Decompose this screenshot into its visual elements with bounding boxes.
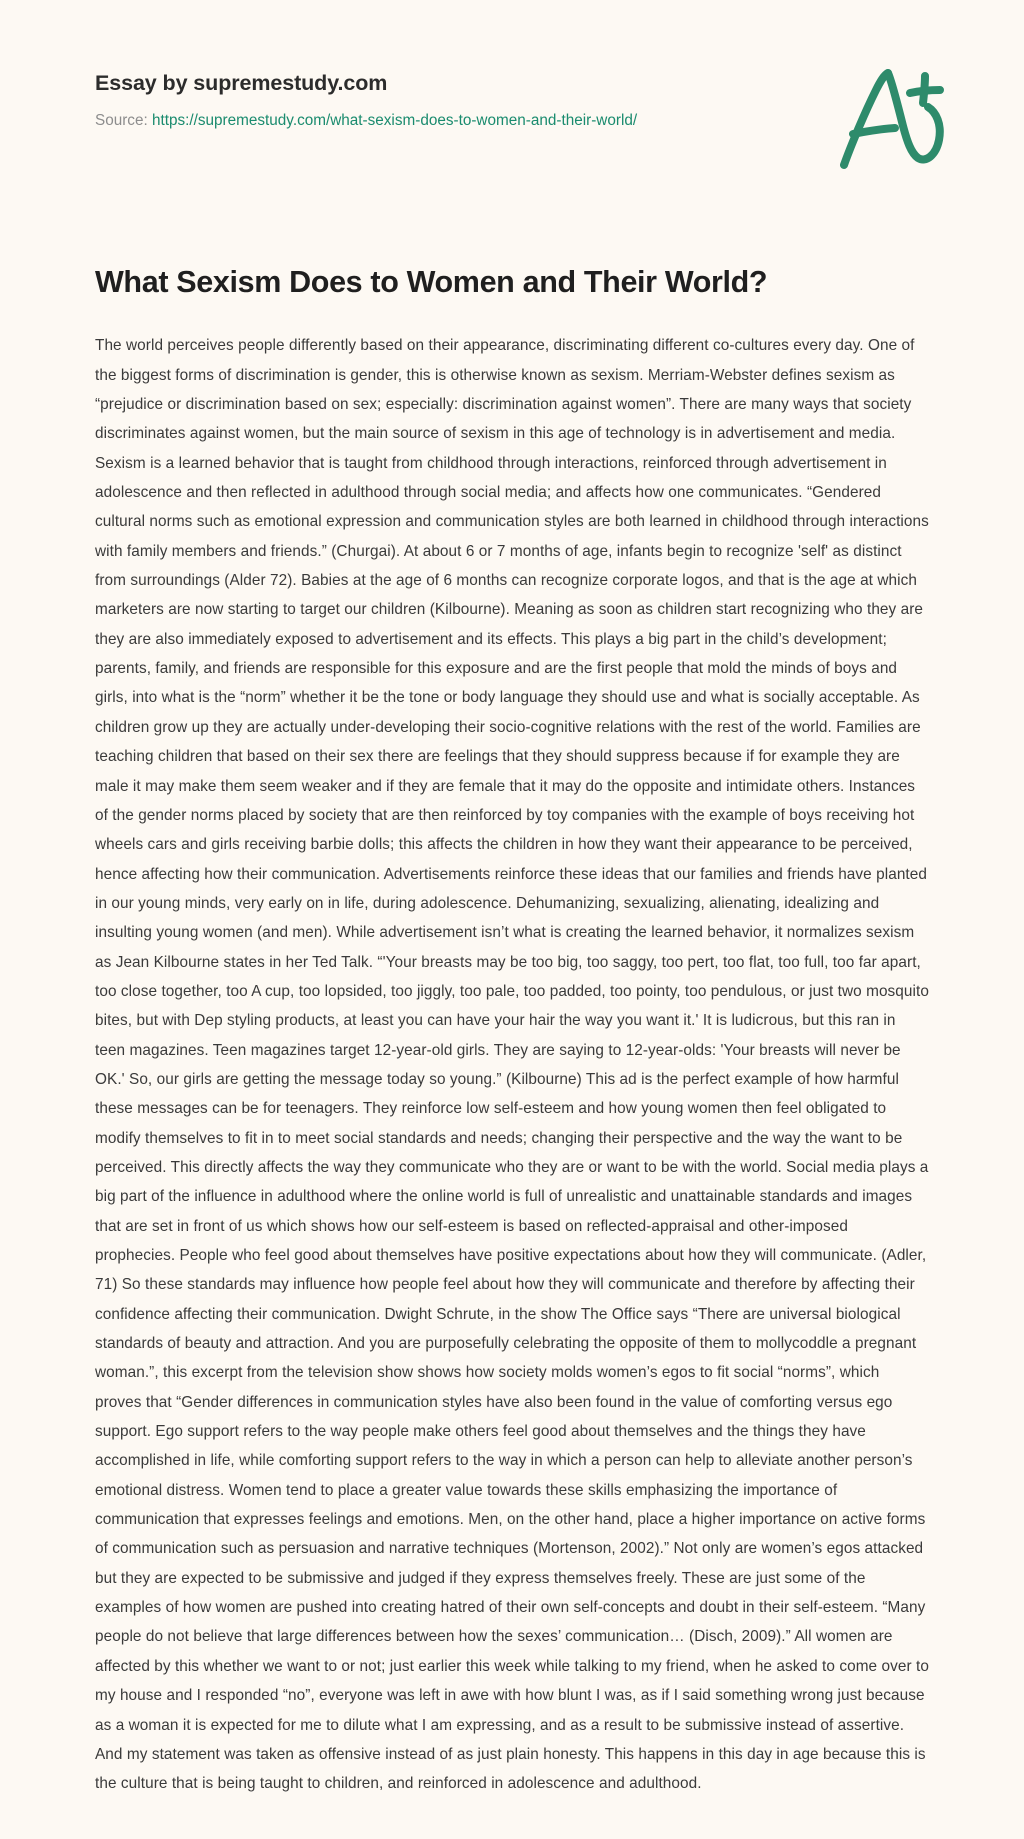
- source-label: Source:: [95, 111, 148, 129]
- article-body: [95, 331, 929, 1798]
- a-plus-logo-icon: [832, 62, 952, 177]
- source-line: [95, 111, 929, 131]
- article: [0, 131, 1024, 1839]
- source-url-link[interactable]: https://supremestudy.com/what-sexism-does-to-women-and-their-world/: [151, 111, 638, 129]
- article-paragraph: The world perceives people differently based on their appearance, discriminating different co-cultures every day. One of the biggest forms of discrimination is gender, this is otherwise known as sexism. Merriam-Webster defines sexism as “prejudice or discrimination based on sex; especially: discrimination against women”. There are many ways that society discriminates against women, but the main source of sexism in this age of technology is in advertisement and media. Sexism is a learned behavior that is taught from childhood through interactions, reinforced through advertisement in adolescence and then reflected in adulthood through social media; and affects how one communicates. “Gendered cultural norms such as emotional expression and communication styles are both learned in childhood through interactions with family members and friends.” (Churgai). At about 6 or 7 months of age, infants begin to recognize 'self' as distinct from surroundings (Alder 72). Babies at the age of 6 months can recognize corporate logos, and that is the age at which marketers are now starting to target our children (Kilbourne). Meaning as soon as children start recognizing who they are they are also immediately exposed to advertisement and its effects. This plays a big part in the child’s development; parents, family, and friends are responsible for this exposure and are the first people that mold the minds of boys and girls, into what is the “norm” whether it be the tone or body language they should use and what is socially acceptable. As children grow up they are actually under-developing their socio-cognitive relations with the rest of the world. Families are teaching children that based on their sex there are feelings that they should suppress because if for example they are male it may make them seem weaker and if they are female that it may do the opposite and intimidate others. Instances of the gender norms placed by society that are then reinforced by toy companies with the example of boys receiving hot wheels cars and girls receiving barbie dolls; this affects the children in how they want their appearance to be perceived, hence affecting how their communication. Advertisements reinforce these ideas that our families and friends have planted in our young minds, very early on in life, during adolescence. Dehumanizing, sexualizing, alienating, idealizing and insulting young women (and men). While advertisement isn’t what is creating the learned behavior, it normalizes sexism as Jean Kilbourne states in her Ted Talk. “'Your breasts may be too big, too saggy, too pert, too flat, too full, too far apart, too close together, too A cup, too lopsided, too jiggly, too pale, too padded, too pointy, too pendulous, or just two mosquito bites, but with Dep styling products, at least you can have your hair the way you want it.' It is ludicrous, but this ran in teen magazines. Teen magazines target 12-year-old girls. They are saying to 12-year-olds: 'Your breasts will never be OK.' So, our girls are getting the message today so young.” (Kilbourne) This ad is the perfect example of how harmful these messages can be for teenagers. They reinforce low self-esteem and how young women then feel obligated to modify themselves to fit in to meet social standards and needs; changing their perspective and the way the want to be perceived. This directly affects the way they communicate who they are or want to be with the world. Social media plays a big part of the influence in adulthood where the online world is full of unrealistic and unattainable standards and images that are set in front of us which shows how our self-esteem is based on reflected-appraisal and other-imposed prophecies. People who feel good about themselves have positive expectations about how they will communicate. (Adler, 71) So these standards may influence how people feel about how they will communicate and therefore by affecting their confidence affecting their communication. Dwight Schrute, in the show The Office says “There are universal biological standards of beauty and attraction. And you are purposefully celebrating the opposite of them to mollycoddle a pregnant woman.”, this excerpt from the television show shows how society molds women’s egos to fit social “norms”, which proves that “Gender differences in communication styles have also been found in the value of comforting versus ego support. Ego support refers to the way people make others feel good about themselves and the things they have accomplished in life, while comforting support refers to the way in which a person can help to alleviate another person’s emotional distress. Women tend to place a greater value towards these skills emphasizing the importance of communication that expresses feelings and emotions. Men, on the other hand, place a higher importance on active forms of communication such as persuasion and narrative techniques (Mortenson, 2002).” Not only are women’s egos attacked but they are expected to be submissive and judged if they express themselves freely. These are just some of the examples of how women are pushed into creating hatred of their own self-concepts and doubt in their self-esteem. “Many people do not believe that large differences between how the sexes’ communication… (Disch, 2009).” All women are affected by this whether we want to or not; just earlier this week while talking to my friend, when he asked to come over to my house and I responded “no”, everyone was left in awe with how blunt I was, as if I said something wrong just because as a woman it is expected for me to dilute what I am expressing, and as a result to be submissive instead of assertive. And my statement was taken as offensive instead of as just plain honesty. This happens in this day in age because this is the culture that is being taught to children, and reinforced in adolescence and adulthood.: [95, 337, 929, 1793]
- site-header: [0, 0, 1024, 131]
- page-title: What Sexism Does to Women and Their World?: [95, 264, 768, 299]
- site-brand: Essay by supremestudy.com: [95, 71, 388, 95]
